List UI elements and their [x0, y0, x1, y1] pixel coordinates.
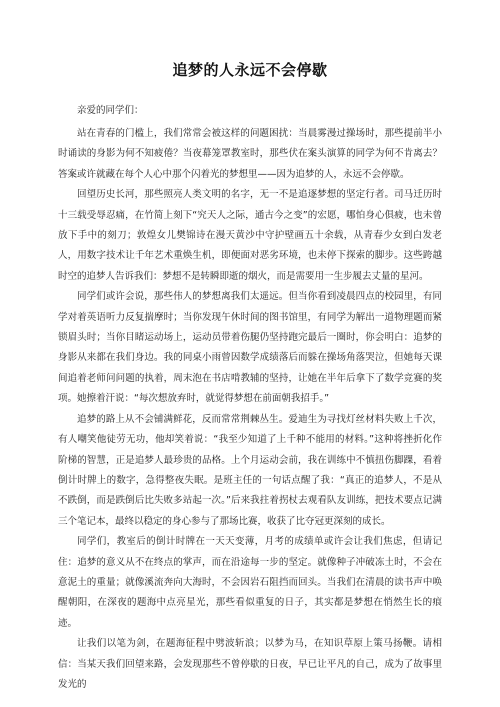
- paragraph-2: 回望历史长河，那些照亮人类文明的名字，无一不是追逐梦想的坚定行者。司马迁历时十三载受辱忍痛，在竹简上刻下“究天人之际，通古今之变”的宏愿，哪怕身心俱疲，也未曾放下手中的刻刀；敦煌女儿樊锦诗在漫天黄沙中守护壁画五十余载，从青春少女到白发老人，用数字技术让千年艺术重焕生机，即便面对恶劣环境，也未停下探索的脚步。这些跨越时空的追梦人告诉我们：梦想不是转瞬即逝的烟火，而是需要用一生步履去丈量的星河。: [58, 189, 442, 282]
- paragraph-5: 同学们，教室后的倒计时牌在一天天变薄，月考的成绩单或许会让我们焦虑，但请记住：追梦的意义从不在终点的掌声，而在沿途每一步的坚定。就像种子冲破冻土时，不会在意泥土的重量；就像溪流奔向大海时，不会因岩石阻挡而回头。当我们在清晨的读书声中唤醒朝阳，在深夜的题海中点亮星光，那些看似重复的日子，其实都是梦想在悄然生长的痕迹。: [58, 536, 442, 629]
- paragraph-6: 让我们以笔为剑，在题海征程中劈波斩浪；以梦为马，在知识草原上策马扬鞭。请相信：当某天我们回望来路，会发现那些不曾停歇的日夜，早已让平凡的自己，成为了故事里发光的: [58, 638, 442, 690]
- paragraph-1: 站在青春的门槛上，我们常常会被这样的问题困扰：当晨雾漫过操场时，那些提前半小时诵读的身影为何不知疲倦？当夜幕笼罩教室时，那些伏在案头演算的同学为何不肯离去？答案或许就藏在每个人心中那个闪着光的梦想里——因为追梦的人，永远不会停歇。: [58, 128, 442, 180]
- page-title: 追梦的人永远不会停歇: [172, 61, 328, 79]
- salutation: 亲爱的同学们：: [77, 105, 144, 116]
- paragraph-4: 追梦的路上从不会铺满鲜花，反而常常荆棘丛生。爱迪生为寻找灯丝材料失败上千次，有人嘲笑他徒劳无功，他却笑着说：“我至少知道了上千种不能用的材料。”这种将挫折化作阶梯的智慧，正是追梦人最珍贵的品格。上个月运动会前，我在训练中不慎扭伤脚踝，看着倒计时牌上的数字，急得整夜失眠。是班主任的一句话点醒了我：“真正的追梦人，不是从不跌倒，而是跌倒后比失败多站起一次。”后来我拄着拐杖去观看队友训练，把技术要点记满三个笔记本，最终以稳定的身心参与了那场比赛，收获了比夺冠更深刻的成长。: [58, 413, 442, 527]
- paragraph-3: 同学们或许会说，那些伟人的梦想离我们太遥远。但当你看到凌晨四点的校园里，有同学对着英语听力反复揣摩时；当你发现午休时间的图书馆里，有同学为解出一道物理题而紧锁眉头时；当你目睹运动场上，运动员带着伤腿仍坚持跑完最后一圈时，你会明白：追梦的身影从来都在我们身边。我的同桌小雨曾因数学成绩落后而躲在操场角落哭泣，但她每天课间追着老师问问题的执着，周末泡在书店啃教辅的坚持，让她在半年后拿下了数学竞赛的奖项。她擦着汗说：“每次想放弃时，就觉得梦想在前面朝我招手。”: [58, 291, 442, 405]
